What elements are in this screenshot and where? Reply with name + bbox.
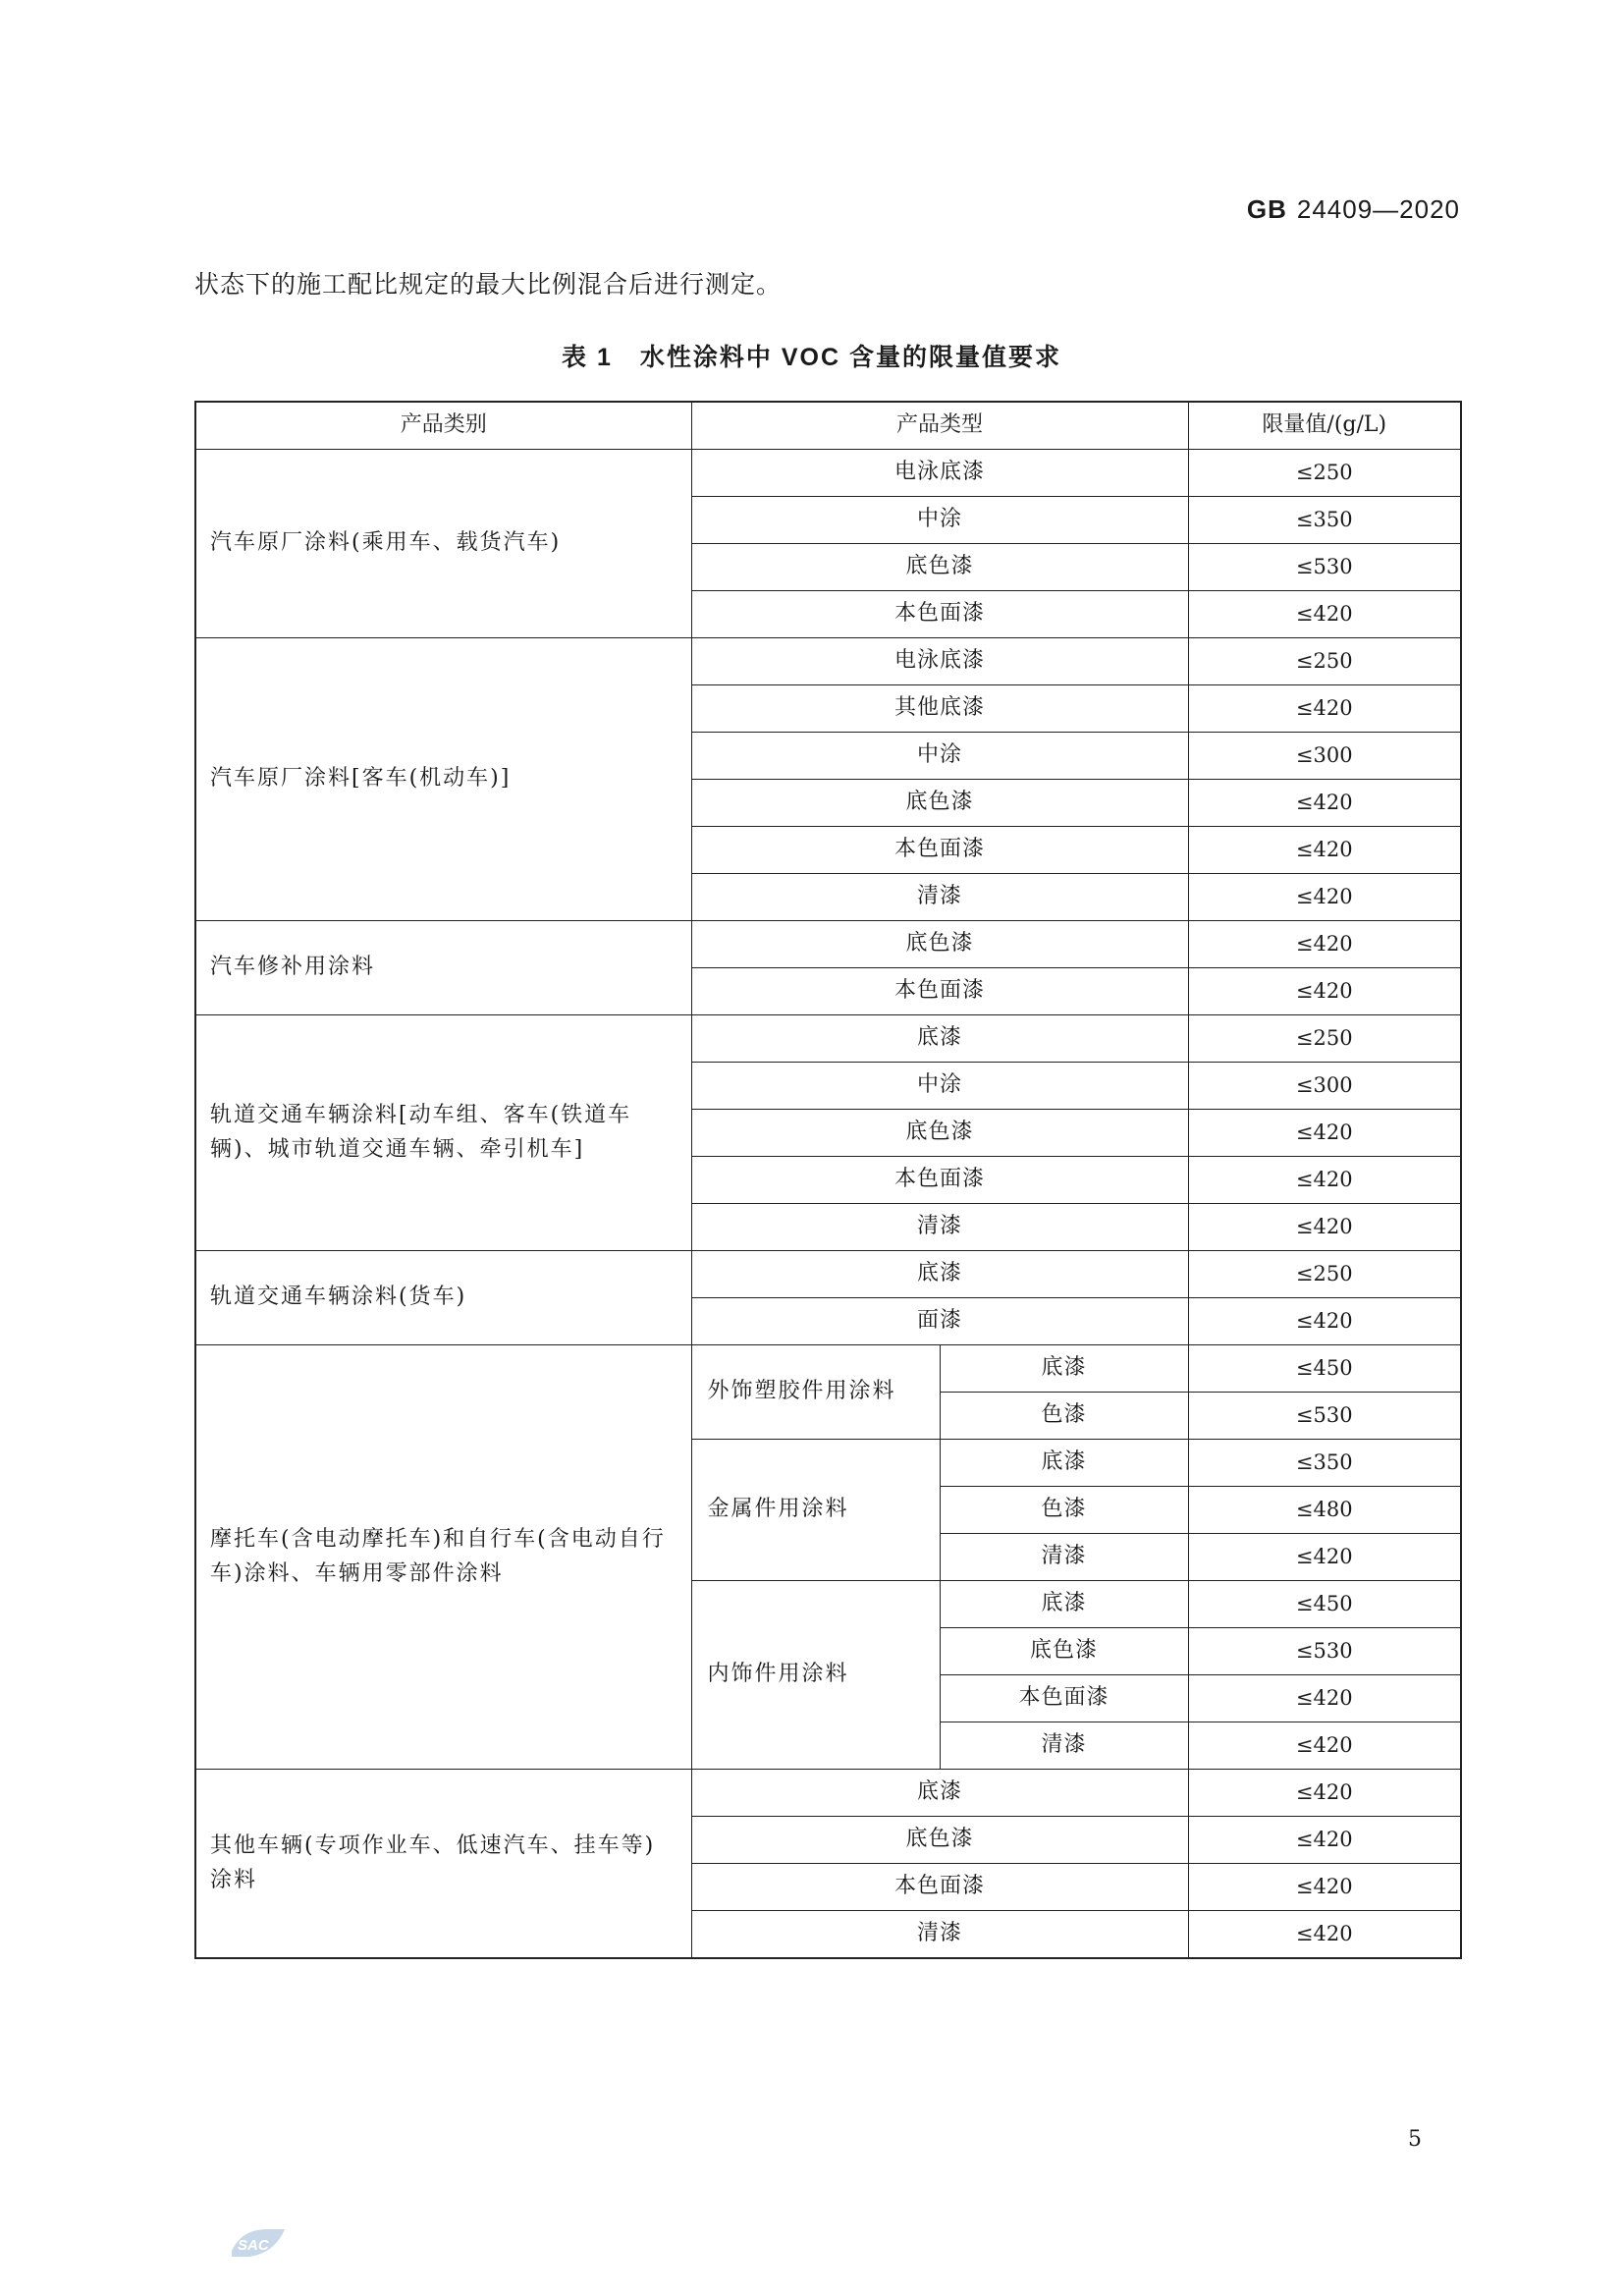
product-type-cell: 底漆 <box>691 1015 1188 1063</box>
product-category-cell: 汽车修补用涂料 <box>195 921 691 1015</box>
product-type-cell: 本色面漆 <box>940 1675 1188 1722</box>
product-type-cell: 本色面漆 <box>691 591 1188 638</box>
product-type-cell: 其他底漆 <box>691 685 1188 733</box>
table-caption-label: 表 1 <box>562 344 613 371</box>
product-type-cell: 色漆 <box>940 1393 1188 1440</box>
table-caption-title: 水性涂料中 VOC 含量的限量值要求 <box>639 344 1061 371</box>
product-type-cell: 电泳底漆 <box>691 450 1188 497</box>
product-type-cell: 中涂 <box>691 497 1188 544</box>
limit-value-cell: ≤250 <box>1188 450 1461 497</box>
limit-value-cell: ≤480 <box>1188 1487 1461 1534</box>
header-limit: 限量值/(g/L) <box>1188 402 1461 450</box>
limit-value-cell: ≤530 <box>1188 1393 1461 1440</box>
product-type-cell: 底色漆 <box>691 544 1188 591</box>
limit-value-cell: ≤250 <box>1188 1251 1461 1298</box>
standard-code <box>1247 194 1460 225</box>
svg-text:SAC: SAC <box>238 2237 269 2254</box>
product-type-cell: 色漆 <box>940 1487 1188 1534</box>
limit-value-cell: ≤420 <box>1188 1722 1461 1770</box>
table-row <box>195 921 1461 968</box>
product-category-cell: 其他车辆(专项作业车、低速汽车、挂车等)涂料 <box>195 1770 691 1959</box>
product-type-cell: 中涂 <box>691 1063 1188 1110</box>
product-type-cell: 本色面漆 <box>691 827 1188 874</box>
product-type-cell: 清漆 <box>691 1204 1188 1251</box>
product-type-cell: 清漆 <box>691 874 1188 921</box>
limit-value-cell: ≤300 <box>1188 733 1461 780</box>
limit-value-cell: ≤420 <box>1188 1864 1461 1911</box>
product-type-cell: 底色漆 <box>940 1628 1188 1675</box>
product-subcategory-cell: 外饰塑胶件用涂料 <box>691 1345 940 1440</box>
limit-value-cell: ≤420 <box>1188 1911 1461 1959</box>
header-category: 产品类别 <box>195 402 691 450</box>
limit-value-cell: ≤420 <box>1188 591 1461 638</box>
product-type-cell: 底色漆 <box>691 1110 1188 1157</box>
limit-value-cell: ≤420 <box>1188 1110 1461 1157</box>
standard-prefix: GB <box>1246 194 1287 224</box>
limit-value-cell: ≤420 <box>1188 1204 1461 1251</box>
limit-value-cell: ≤530 <box>1188 1628 1461 1675</box>
product-type-cell: 底漆 <box>691 1251 1188 1298</box>
limit-value-cell: ≤250 <box>1188 1015 1461 1063</box>
table-row <box>195 638 1461 685</box>
limit-value-cell: ≤420 <box>1188 1534 1461 1581</box>
product-type-cell: 底漆 <box>940 1581 1188 1628</box>
limit-value-cell: ≤420 <box>1188 1817 1461 1864</box>
limit-value-cell: ≤420 <box>1188 685 1461 733</box>
product-category-cell: 摩托车(含电动摩托车)和自行车(含电动自行车)涂料、车辆用零部件涂料 <box>195 1345 691 1770</box>
product-type-cell: 清漆 <box>940 1534 1188 1581</box>
limit-value-cell: ≤350 <box>1188 497 1461 544</box>
limit-value-cell: ≤420 <box>1188 1298 1461 1345</box>
limit-value-cell: ≤420 <box>1188 874 1461 921</box>
limit-value-cell: ≤350 <box>1188 1440 1461 1487</box>
product-type-cell: 底色漆 <box>691 921 1188 968</box>
table-row <box>195 1251 1461 1298</box>
limit-value-cell: ≤450 <box>1188 1345 1461 1393</box>
product-type-cell: 底漆 <box>691 1770 1188 1817</box>
product-type-cell: 底漆 <box>940 1345 1188 1393</box>
product-type-cell: 面漆 <box>691 1298 1188 1345</box>
sac-logo <box>228 2223 289 2263</box>
product-type-cell: 本色面漆 <box>691 1864 1188 1911</box>
product-type-cell: 中涂 <box>691 733 1188 780</box>
limit-value-cell: ≤420 <box>1188 827 1461 874</box>
table-row <box>195 1015 1461 1063</box>
product-type-cell: 清漆 <box>940 1722 1188 1770</box>
product-category-cell: 汽车原厂涂料[客车(机动车)] <box>195 638 691 921</box>
limit-value-cell: ≤420 <box>1188 780 1461 827</box>
product-type-cell: 底色漆 <box>691 780 1188 827</box>
limit-value-cell: ≤420 <box>1188 1675 1461 1722</box>
product-category-cell: 汽车原厂涂料(乘用车、载货汽车) <box>195 450 691 638</box>
limit-value-cell: ≤420 <box>1188 921 1461 968</box>
table-header-row <box>195 402 1461 450</box>
product-category-cell: 轨道交通车辆涂料[动车组、客车(铁道车辆)、城市轨道交通车辆、牵引机车] <box>195 1015 691 1251</box>
product-type-cell: 本色面漆 <box>691 968 1188 1015</box>
limit-value-cell: ≤530 <box>1188 544 1461 591</box>
product-type-cell: 底漆 <box>940 1440 1188 1487</box>
table-caption <box>0 338 1623 373</box>
product-category-cell: 轨道交通车辆涂料(货车) <box>195 1251 691 1345</box>
header-type: 产品类型 <box>691 402 1188 450</box>
table-row <box>195 1770 1461 1817</box>
product-subcategory-cell: 金属件用涂料 <box>691 1440 940 1581</box>
table-row <box>195 450 1461 497</box>
limit-value-cell: ≤450 <box>1188 1581 1461 1628</box>
limit-value-cell: ≤300 <box>1188 1063 1461 1110</box>
table-row <box>195 1345 1461 1393</box>
voc-limit-table <box>194 401 1462 1959</box>
limit-value-cell: ≤420 <box>1188 968 1461 1015</box>
standard-number: 24409—2020 <box>1296 194 1460 224</box>
product-subcategory-cell: 内饰件用涂料 <box>691 1581 940 1770</box>
product-type-cell: 清漆 <box>691 1911 1188 1959</box>
product-type-cell: 电泳底漆 <box>691 638 1188 685</box>
product-type-cell: 底色漆 <box>691 1817 1188 1864</box>
limit-value-cell: ≤420 <box>1188 1770 1461 1817</box>
limit-value-cell: ≤420 <box>1188 1157 1461 1204</box>
product-type-cell: 本色面漆 <box>691 1157 1188 1204</box>
limit-value-cell: ≤250 <box>1188 638 1461 685</box>
lead-paragraph: 状态下的施工配比规定的最大比例混合后进行测定。 <box>194 270 783 299</box>
page-number: 5 <box>1408 2127 1422 2152</box>
